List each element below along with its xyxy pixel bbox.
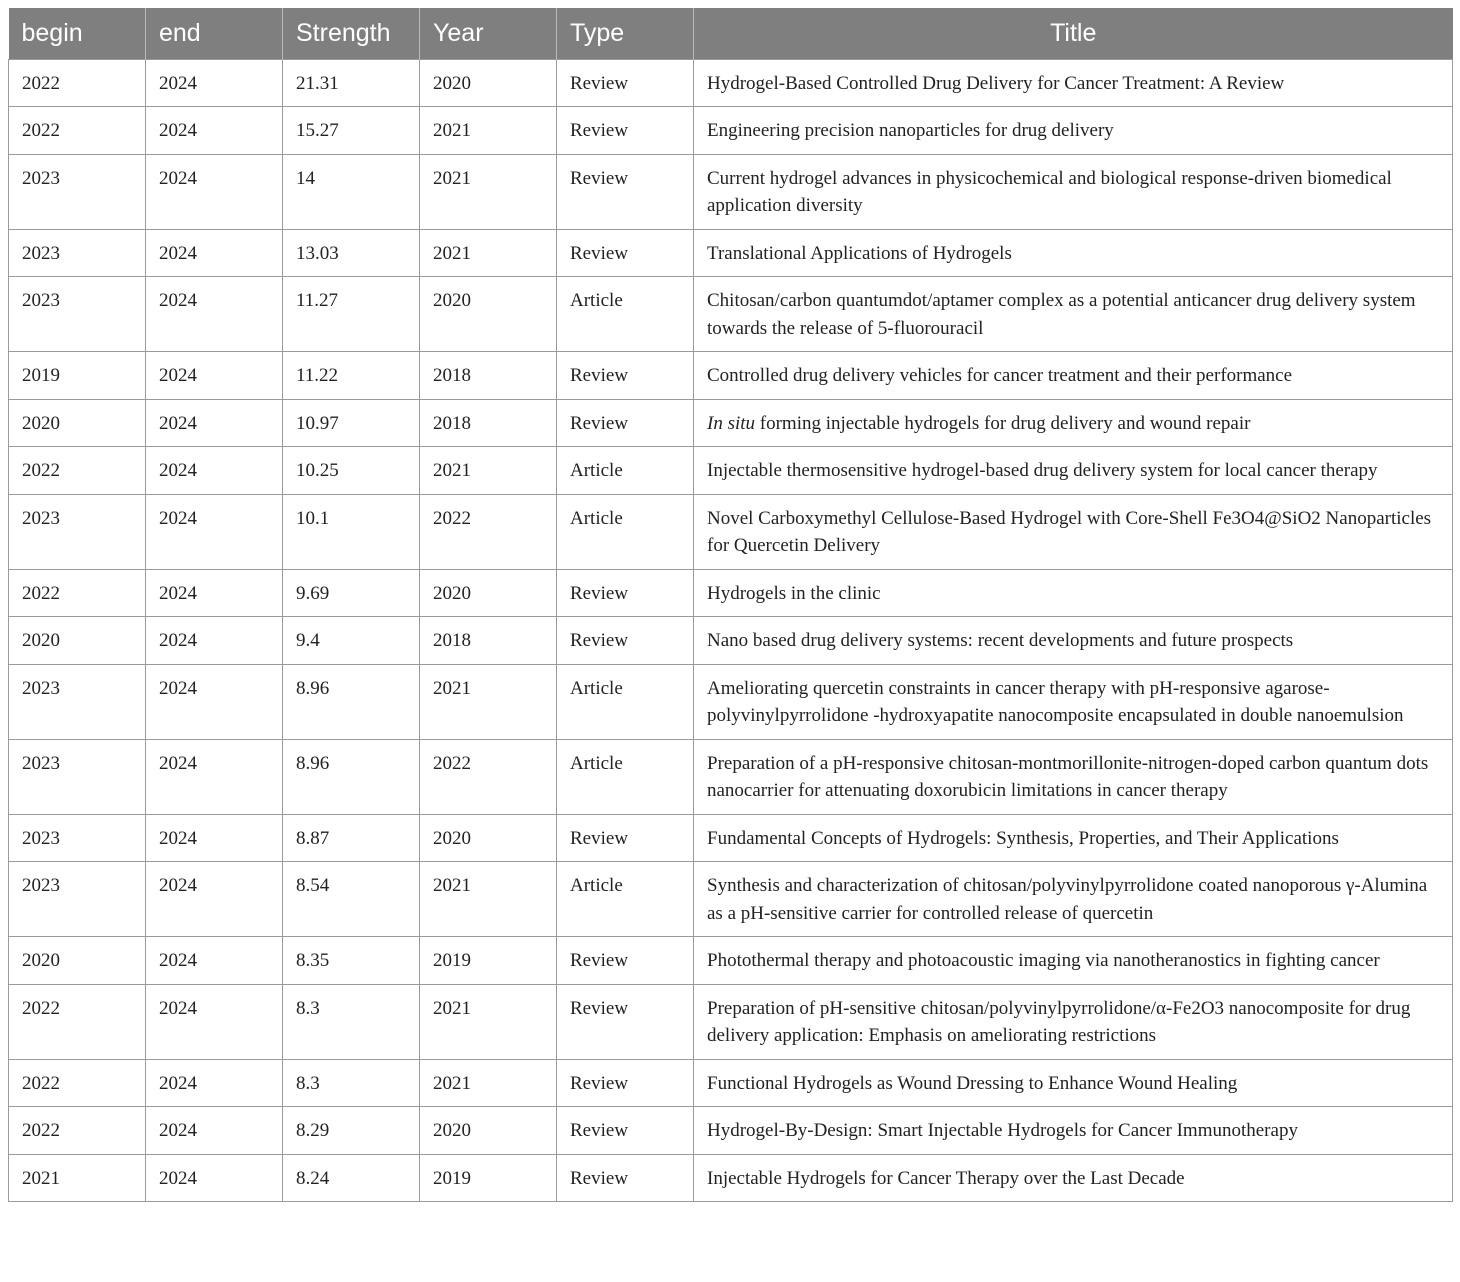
cell-title xyxy=(694,399,1453,447)
cell-strength: 8.3 xyxy=(283,984,420,1059)
cell-end: 2024 xyxy=(146,154,283,229)
cell-begin: 2023 xyxy=(9,494,146,569)
table-body xyxy=(9,59,1453,1202)
cell-year: 2020 xyxy=(420,569,557,617)
cell-year: 2020 xyxy=(420,1107,557,1155)
cell-type: Review xyxy=(557,107,694,155)
table-header-row xyxy=(9,8,1453,59)
table-row xyxy=(9,352,1453,400)
cell-end: 2024 xyxy=(146,664,283,739)
cell-year: 2020 xyxy=(420,59,557,107)
cell-year: 2022 xyxy=(420,494,557,569)
cell-type: Article xyxy=(557,447,694,495)
table-row xyxy=(9,984,1453,1059)
table-row xyxy=(9,739,1453,814)
cell-end: 2024 xyxy=(146,984,283,1059)
table-row xyxy=(9,1059,1453,1107)
cell-year: 2021 xyxy=(420,447,557,495)
cell-end: 2024 xyxy=(146,1059,283,1107)
cell-type: Review xyxy=(557,984,694,1059)
cell-begin: 2020 xyxy=(9,937,146,985)
cell-begin: 2023 xyxy=(9,154,146,229)
header-year: Year xyxy=(420,8,557,59)
cell-type: Review xyxy=(557,59,694,107)
cell-type: Review xyxy=(557,1107,694,1155)
cell-end: 2024 xyxy=(146,447,283,495)
cell-title: Photothermal therapy and photoacoustic imaging via nanotheranostics in fighting cancer xyxy=(694,937,1453,985)
cell-title: Injectable thermosensitive hydrogel-based drug delivery system for local cancer therapy xyxy=(694,447,1453,495)
cell-title-text: forming injectable hydrogels for drug delivery and wound repair xyxy=(755,412,1251,434)
cell-year: 2021 xyxy=(420,984,557,1059)
cell-year: 2021 xyxy=(420,107,557,155)
cell-type: Review xyxy=(557,399,694,447)
cell-begin: 2020 xyxy=(9,399,146,447)
table-row xyxy=(9,862,1453,937)
cell-begin: 2022 xyxy=(9,1059,146,1107)
cell-year: 2021 xyxy=(420,154,557,229)
cell-year: 2020 xyxy=(420,277,557,352)
cell-strength: 8.35 xyxy=(283,937,420,985)
cell-strength: 8.54 xyxy=(283,862,420,937)
cell-year: 2018 xyxy=(420,399,557,447)
cell-type: Article xyxy=(557,739,694,814)
cell-strength: 10.97 xyxy=(283,399,420,447)
table-row xyxy=(9,447,1453,495)
cell-year: 2021 xyxy=(420,1059,557,1107)
cell-year: 2022 xyxy=(420,739,557,814)
cell-end: 2024 xyxy=(146,617,283,665)
header-title: Title xyxy=(694,8,1453,59)
cell-type: Review xyxy=(557,617,694,665)
cell-title: Hydrogel-Based Controlled Drug Delivery for Cancer Treatment: A Review xyxy=(694,59,1453,107)
cell-type: Article xyxy=(557,664,694,739)
cell-type: Review xyxy=(557,154,694,229)
cell-type: Review xyxy=(557,1154,694,1202)
cell-begin: 2023 xyxy=(9,739,146,814)
cell-year: 2021 xyxy=(420,229,557,277)
cell-type: Review xyxy=(557,352,694,400)
cell-year: 2021 xyxy=(420,664,557,739)
cell-end: 2024 xyxy=(146,862,283,937)
cell-begin: 2023 xyxy=(9,664,146,739)
table-row xyxy=(9,1107,1453,1155)
table-row xyxy=(9,399,1453,447)
cell-type: Article xyxy=(557,862,694,937)
cell-type: Article xyxy=(557,494,694,569)
table-row xyxy=(9,937,1453,985)
cell-title: Chitosan/carbon quantumdot/aptamer complex as a potential anticancer drug delivery system towards the release of 5-fluorouracil xyxy=(694,277,1453,352)
cell-title: Fundamental Concepts of Hydrogels: Synthesis, Properties, and Their Applications xyxy=(694,814,1453,862)
cell-begin: 2023 xyxy=(9,814,146,862)
cell-end: 2024 xyxy=(146,1107,283,1155)
cell-begin: 2021 xyxy=(9,1154,146,1202)
cell-type: Review xyxy=(557,937,694,985)
cell-strength: 8.87 xyxy=(283,814,420,862)
cell-title: Preparation of pH-sensitive chitosan/polyvinylpyrrolidone/α-Fe2O3 nanocomposite for drug delivery application: Emphasis on ameliorating restrictions xyxy=(694,984,1453,1059)
cell-end: 2024 xyxy=(146,59,283,107)
cell-year: 2019 xyxy=(420,937,557,985)
cell-begin: 2023 xyxy=(9,862,146,937)
header-begin: begin xyxy=(9,8,146,59)
table-row xyxy=(9,59,1453,107)
header-type: Type xyxy=(557,8,694,59)
cell-type: Review xyxy=(557,229,694,277)
cell-title: Synthesis and characterization of chitosan/polyvinylpyrrolidone coated nanoporous γ-Alumina as a pH-sensitive carrier for controlled release of quercetin xyxy=(694,862,1453,937)
cell-strength: 8.3 xyxy=(283,1059,420,1107)
table-row xyxy=(9,664,1453,739)
table-row xyxy=(9,617,1453,665)
cell-strength: 8.96 xyxy=(283,664,420,739)
cell-begin: 2022 xyxy=(9,447,146,495)
cell-type: Review xyxy=(557,569,694,617)
cell-strength: 10.1 xyxy=(283,494,420,569)
cell-begin: 2020 xyxy=(9,617,146,665)
table-row xyxy=(9,569,1453,617)
header-end: end xyxy=(146,8,283,59)
cell-strength: 11.27 xyxy=(283,277,420,352)
cell-year: 2019 xyxy=(420,1154,557,1202)
cell-year: 2021 xyxy=(420,862,557,937)
cell-begin: 2022 xyxy=(9,569,146,617)
cell-begin: 2019 xyxy=(9,352,146,400)
cell-strength: 13.03 xyxy=(283,229,420,277)
cell-title: Nano based drug delivery systems: recent developments and future prospects xyxy=(694,617,1453,665)
cell-end: 2024 xyxy=(146,229,283,277)
cell-end: 2024 xyxy=(146,1154,283,1202)
cell-strength: 14 xyxy=(283,154,420,229)
table-row xyxy=(9,154,1453,229)
cell-type: Review xyxy=(557,814,694,862)
cell-strength: 8.96 xyxy=(283,739,420,814)
cell-title: Preparation of a pH-responsive chitosan-montmorillonite-nitrogen-doped carbon quantum dots nanocarrier for attenuating doxorubicin limitations in cancer therapy xyxy=(694,739,1453,814)
table-row xyxy=(9,814,1453,862)
cell-begin: 2022 xyxy=(9,1107,146,1155)
cell-strength: 8.29 xyxy=(283,1107,420,1155)
cell-type: Article xyxy=(557,277,694,352)
cell-title: Engineering precision nanoparticles for drug delivery xyxy=(694,107,1453,155)
table-row xyxy=(9,107,1453,155)
table-row xyxy=(9,494,1453,569)
cell-end: 2024 xyxy=(146,107,283,155)
cell-title: Novel Carboxymethyl Cellulose-Based Hydrogel with Core-Shell Fe3O4@SiO2 Nanoparticles for Quercetin Delivery xyxy=(694,494,1453,569)
cell-end: 2024 xyxy=(146,814,283,862)
cell-end: 2024 xyxy=(146,937,283,985)
cell-end: 2024 xyxy=(146,352,283,400)
cell-title: Hydrogel-By-Design: Smart Injectable Hydrogels for Cancer Immunotherapy xyxy=(694,1107,1453,1155)
cell-title: Translational Applications of Hydrogels xyxy=(694,229,1453,277)
header-strength: Strength xyxy=(283,8,420,59)
cell-begin: 2022 xyxy=(9,59,146,107)
cell-end: 2024 xyxy=(146,277,283,352)
cell-strength: 21.31 xyxy=(283,59,420,107)
cell-title: Functional Hydrogels as Wound Dressing to Enhance Wound Healing xyxy=(694,1059,1453,1107)
cell-title: Hydrogels in the clinic xyxy=(694,569,1453,617)
table-row xyxy=(9,277,1453,352)
cell-end: 2024 xyxy=(146,569,283,617)
cell-type: Review xyxy=(557,1059,694,1107)
cell-year: 2018 xyxy=(420,352,557,400)
cell-begin: 2023 xyxy=(9,277,146,352)
table-row xyxy=(9,229,1453,277)
cell-title: Ameliorating quercetin constraints in cancer therapy with pH-responsive agarose-polyvinylpyrrolidone -hydroxyapatite nanocomposite encapsulated in double nanoemulsion xyxy=(694,664,1453,739)
cell-strength: 9.69 xyxy=(283,569,420,617)
cell-title-italic: In situ xyxy=(707,412,756,434)
cell-strength: 8.24 xyxy=(283,1154,420,1202)
cell-begin: 2023 xyxy=(9,229,146,277)
citation-burst-table xyxy=(8,8,1453,1202)
cell-begin: 2022 xyxy=(9,107,146,155)
cell-year: 2018 xyxy=(420,617,557,665)
cell-strength: 10.25 xyxy=(283,447,420,495)
cell-strength: 9.4 xyxy=(283,617,420,665)
cell-strength: 15.27 xyxy=(283,107,420,155)
table-row xyxy=(9,1154,1453,1202)
cell-year: 2020 xyxy=(420,814,557,862)
cell-end: 2024 xyxy=(146,739,283,814)
cell-title: Controlled drug delivery vehicles for cancer treatment and their performance xyxy=(694,352,1453,400)
cell-title: Current hydrogel advances in physicochemical and biological response-driven biomedical application diversity xyxy=(694,154,1453,229)
cell-begin: 2022 xyxy=(9,984,146,1059)
cell-end: 2024 xyxy=(146,399,283,447)
cell-strength: 11.22 xyxy=(283,352,420,400)
cell-end: 2024 xyxy=(146,494,283,569)
cell-title: Injectable Hydrogels for Cancer Therapy over the Last Decade xyxy=(694,1154,1453,1202)
